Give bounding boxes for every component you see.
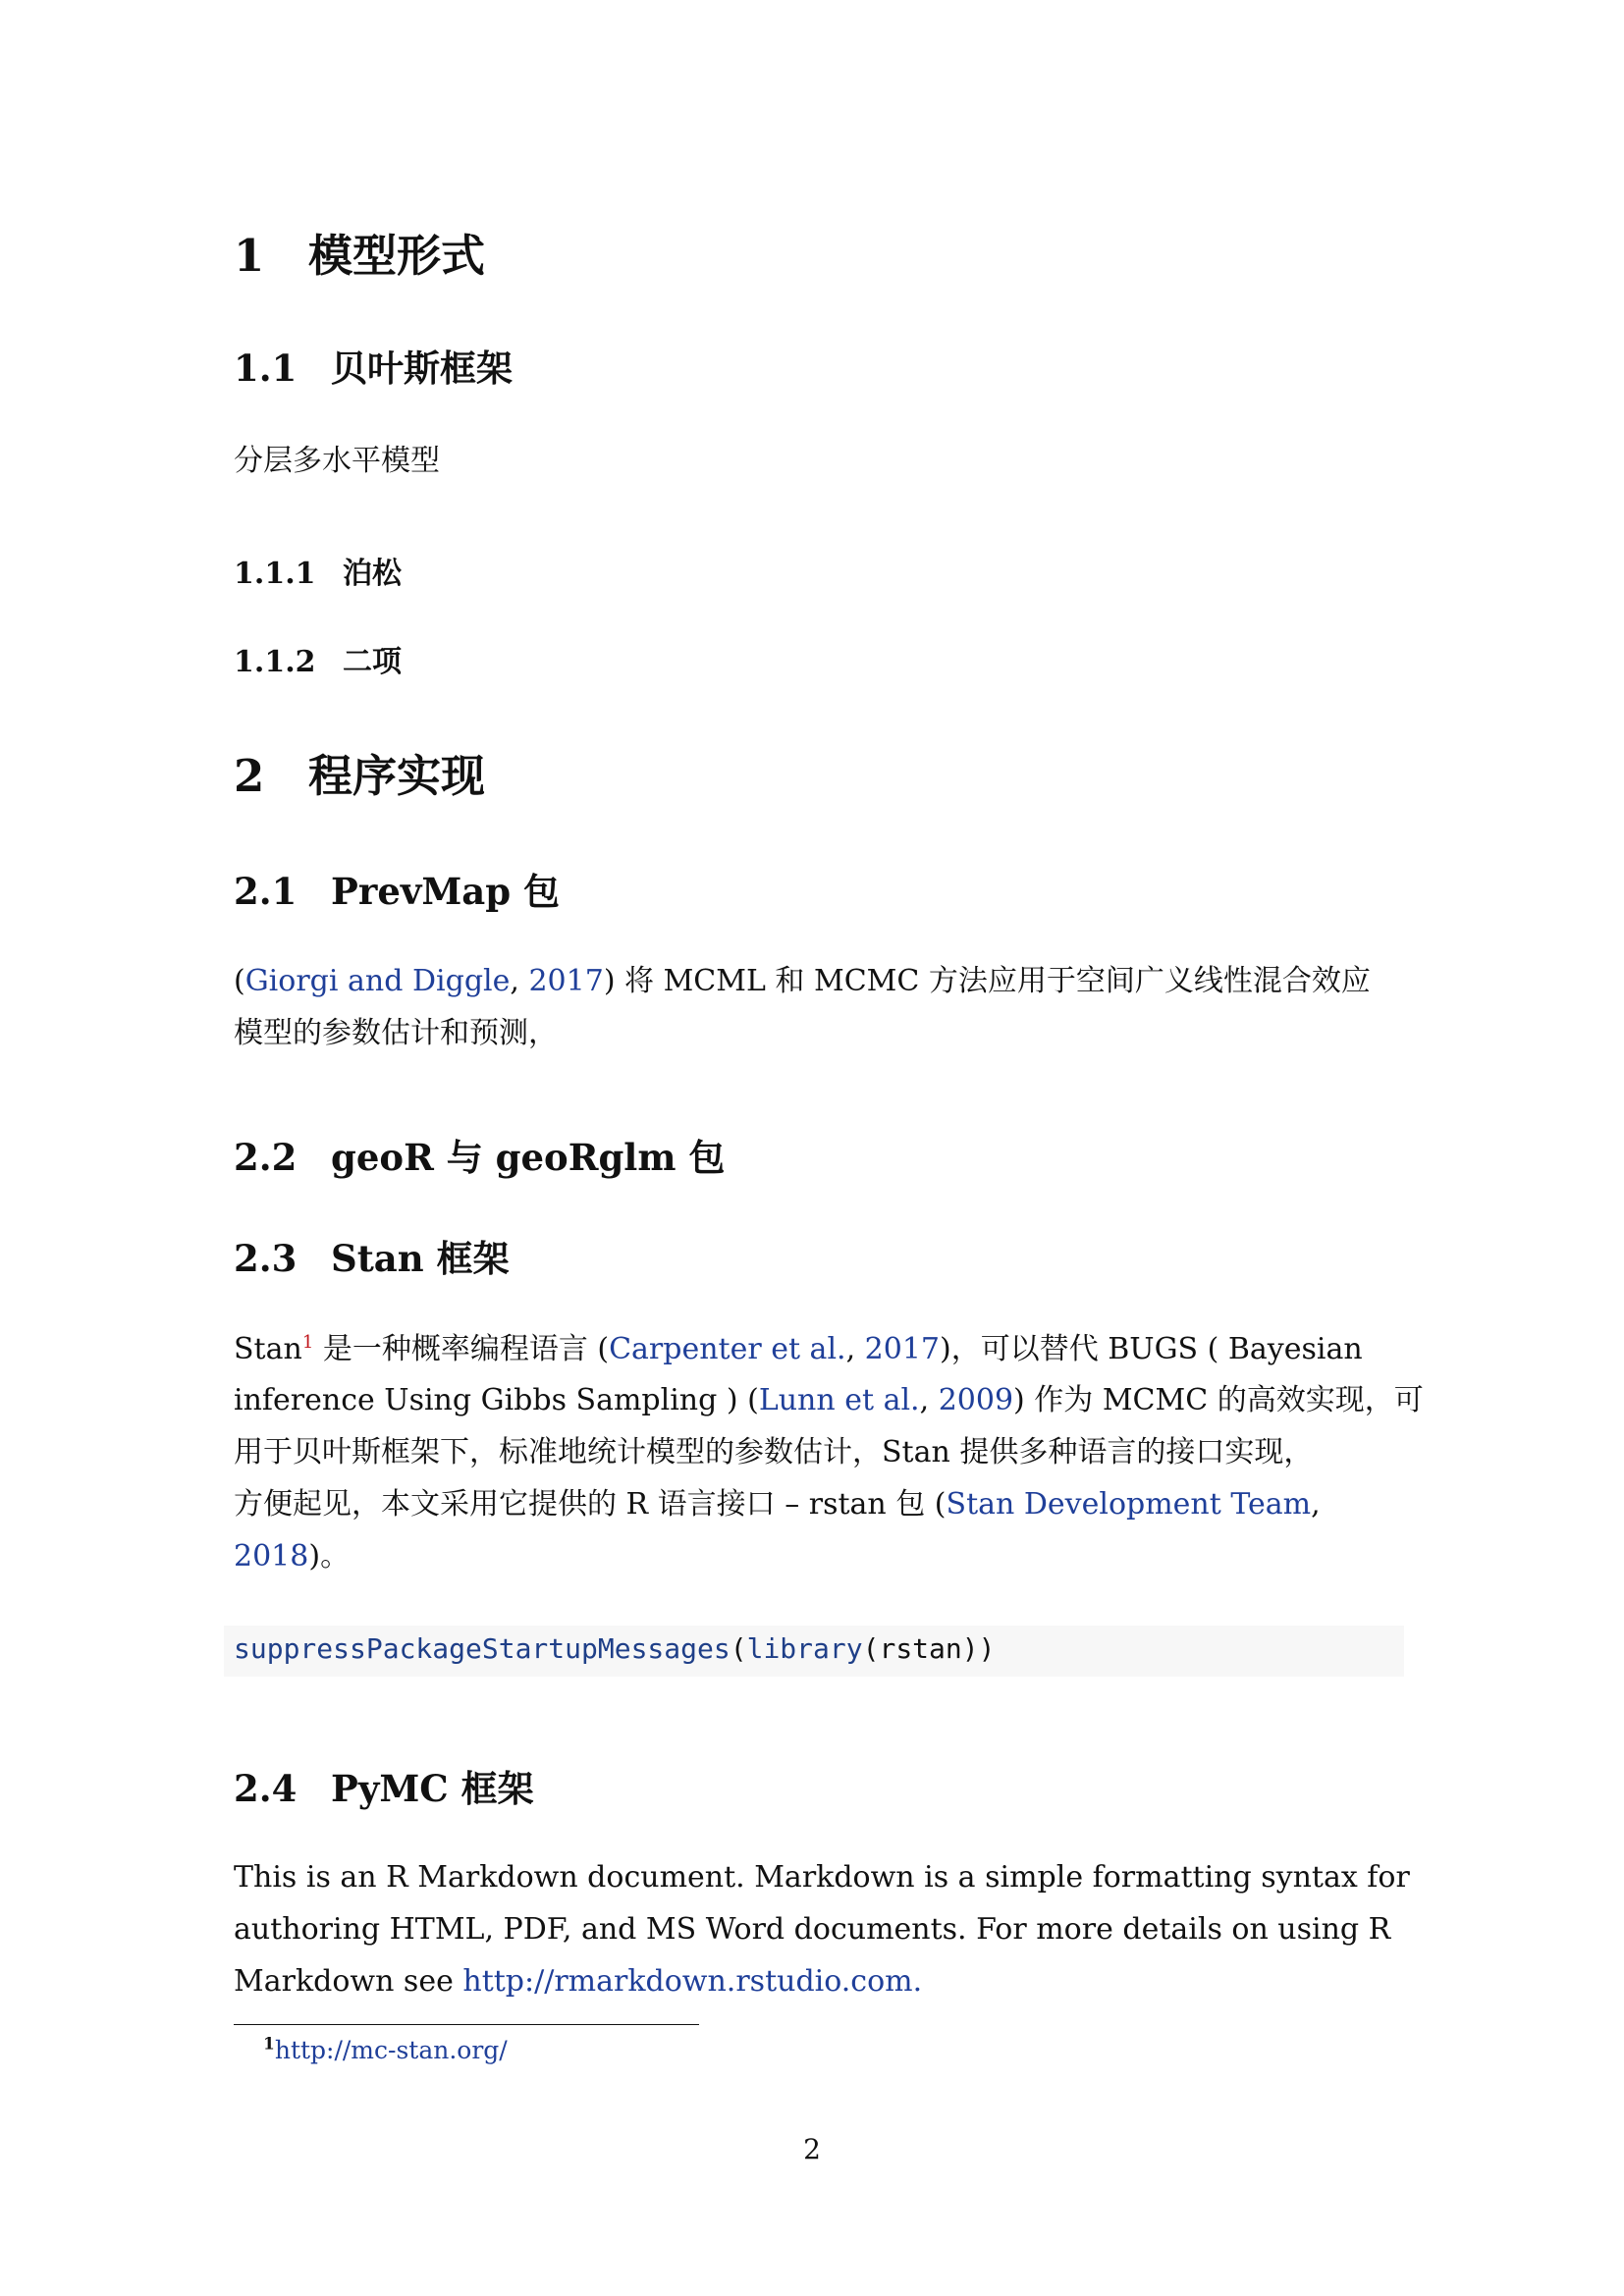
code-block [224,1626,1404,1677]
code-function: suppressPackageStartupMessages [234,1632,731,1665]
footnote-marker[interactable]: 1 [301,1332,314,1353]
section-title: 程序实现 [308,750,486,802]
citation-link-carpenter[interactable]: Carpenter et al. [609,1332,846,1366]
text: , [919,1383,939,1417]
section-number: 2.3 [234,1237,298,1280]
paragraph-1-1: 分层多水平模型 [234,444,440,478]
footnote-rule [234,2024,699,2025]
text: , [845,1332,865,1366]
section-number: 2.4 [234,1767,298,1810]
paragraph-2-1-line-1 [234,964,1371,998]
paragraph-2-4-line-3 [234,1964,923,1999]
footnote-number: 1 [263,2034,275,2055]
section-heading-2 [234,750,486,802]
code-text: ( [730,1632,747,1665]
section-heading-1-1 [234,347,513,390]
citation-year-link[interactable]: 2017 [528,964,604,998]
text: Markdown see [234,1964,463,1999]
citation-year-link[interactable]: 2017 [864,1332,941,1366]
text: )。 [308,1539,351,1574]
paragraph-2-3-line-2 [234,1383,1424,1417]
section-title: geoR 与 geoRglm 包 [331,1136,726,1179]
section-title: 二项 [343,645,402,679]
section-number: 2 [234,750,265,802]
section-number: 1.1.1 [234,557,316,591]
citation-year-link[interactable]: 2018 [234,1539,309,1574]
text: Stan [234,1332,302,1366]
section-heading-2-3 [234,1237,510,1280]
section-heading-2-4 [234,1767,534,1810]
text: ( [234,964,245,998]
section-number: 2.2 [234,1136,298,1179]
section-number: 1.1.2 [234,645,316,679]
paragraph-2-3-line-3: 用于贝叶斯框架下，标准地统计模型的参数估计，Stan 提供多种语言的接口实现， [234,1435,1314,1469]
section-title: 泊松 [343,557,402,591]
section-heading-2-1 [234,870,561,913]
text: 方便起见，本文采用它提供的 R 语言接口 – rstan 包 ( [234,1487,947,1522]
paragraph-2-1-line-2: 模型的参数估计和预测， [234,1016,558,1050]
text: 是一种概率编程语言 ( [313,1332,610,1366]
text: )，可以替代 BUGS ( Bayesian [940,1332,1363,1366]
section-title: PyMC 框架 [331,1767,534,1810]
paragraph-2-4-line-2: authoring HTML, PDF, and MS Word documents. For more details on using R [234,1912,1391,1947]
paragraph-2-3-line-1 [234,1332,1363,1366]
section-title: 模型形式 [308,230,486,282]
text: inference Using Gibbs Sampling ) ( [234,1383,759,1417]
paragraph-2-3-line-4 [234,1487,1321,1522]
section-number: 1 [234,230,265,282]
citation-year-link[interactable]: 2009 [938,1383,1014,1417]
rmarkdown-link[interactable]: http://rmarkdown.rstudio.com [462,1964,913,1999]
section-title: 贝叶斯框架 [331,347,513,390]
text: , [510,964,529,998]
section-title: PrevMap 包 [331,870,561,913]
paragraph-2-3-line-5 [234,1539,351,1574]
footnote-url-link[interactable]: http://mc-stan.org/ [274,2036,508,2064]
page-number: 2 [803,2133,821,2165]
citation-link-lunn[interactable]: Lunn et al. [758,1383,920,1417]
section-heading-1-1-1 [234,557,402,591]
section-number: 1.1 [234,347,298,390]
citation-link-stan-team[interactable]: Stan Development Team [946,1487,1312,1522]
section-title: Stan 框架 [331,1237,510,1280]
section-heading-1-1-2 [234,645,402,679]
code-function: library [746,1632,863,1665]
section-heading-1 [234,230,486,282]
code-line [234,1632,996,1665]
text: ) 将 MCML 和 MCMC 方法应用于空间广义线性混合效应 [603,964,1371,998]
section-number: 2.1 [234,870,298,913]
citation-link-giorgi[interactable]: Giorgi and Diggle [244,964,511,998]
section-heading-2-2 [234,1136,726,1179]
code-text: (rstan)) [862,1632,996,1665]
footnote [263,2034,508,2064]
text: ) 作为 MCMC 的高效实现，可 [1013,1383,1424,1417]
text: , [1311,1487,1321,1522]
text: . [912,1964,923,1999]
paragraph-2-4-line-1: This is an R Markdown document. Markdown is a simple formatting syntax for [234,1860,1410,1895]
